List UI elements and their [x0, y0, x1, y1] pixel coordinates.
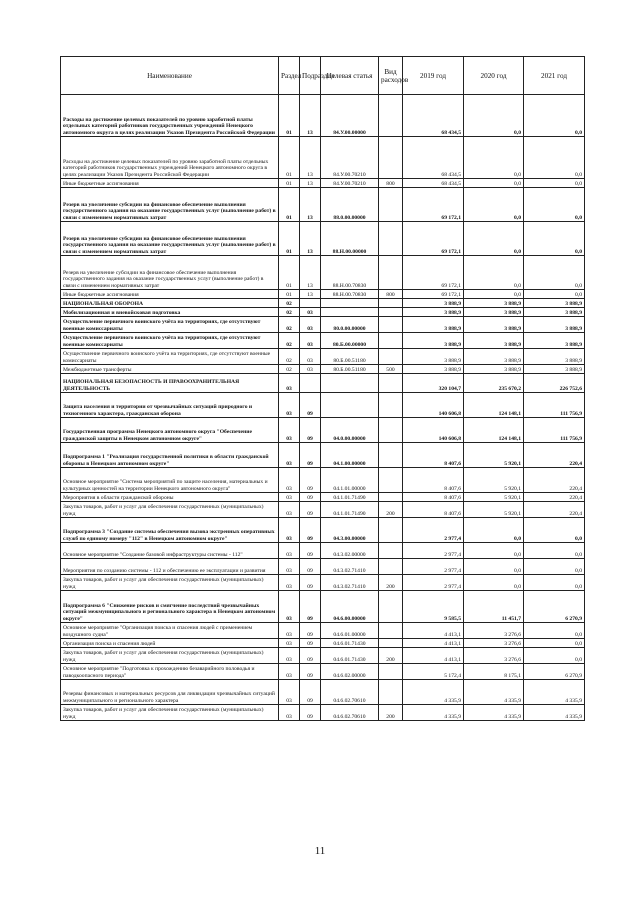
header-subsection: Подраздел [300, 57, 321, 95]
row-2020: 124 148,1 [464, 418, 524, 443]
row-name: Иные бюджетные ассигнования [61, 290, 279, 299]
row-2019: 8 407,6 [403, 443, 464, 468]
table-row [61, 333, 585, 349]
row-section: 03 [279, 468, 300, 493]
table-row [61, 680, 585, 705]
row-2020: 3 888,9 [464, 333, 524, 349]
row-subsection: 13 [300, 137, 321, 179]
row-2021: 0,0 [524, 518, 585, 543]
row-target: 04.6.01.00000 [321, 623, 379, 639]
row-name: Организация поиска и спасения людей [61, 639, 279, 648]
table-row [61, 290, 585, 299]
row-2021: 0,0 [524, 543, 585, 559]
row-2021: 226 752,6 [524, 374, 585, 393]
row-target: 80.Б.00.00000 [321, 333, 379, 349]
row-2020: 0,0 [464, 179, 524, 188]
row-section: 02 [279, 308, 300, 317]
row-target: 04.3.00.00000 [321, 518, 379, 543]
row-expense [379, 256, 403, 290]
table-row [61, 502, 585, 518]
row-2020: 0,0 [464, 543, 524, 559]
row-subsection: 03 [300, 333, 321, 349]
row-subsection: 09 [300, 518, 321, 543]
row-expense [379, 95, 403, 137]
row-subsection: 09 [300, 623, 321, 639]
table-row [61, 575, 585, 591]
row-name: Закупка товаров, работ и услуг для обеспечения государственных (муниципальных) нужд [61, 648, 279, 664]
row-name: Основное мероприятие "Система мероприятий по защите населения, материальных и культурных ценностей на территории Ненецкого автономного округа" [61, 468, 279, 493]
row-section: 03 [279, 393, 300, 418]
header-2020: 2020 год [464, 57, 524, 95]
row-expense [379, 518, 403, 543]
row-section: 03 [279, 518, 300, 543]
row-2019: 3 888,9 [403, 299, 464, 308]
row-target: 04.3.02.71410 [321, 559, 379, 575]
row-2021: 0,0 [524, 95, 585, 137]
row-2019: 320 104,7 [403, 374, 464, 393]
row-2019: 4 413,1 [403, 639, 464, 648]
row-2021: 0,0 [524, 575, 585, 591]
table-row [61, 443, 585, 468]
row-name: Закупка товаров, работ и услуг для обеспечения государственных (муниципальных) нужд [61, 575, 279, 591]
row-target: 04.0.00.00000 [321, 418, 379, 443]
table-row [61, 648, 585, 664]
row-2020: 11 451,7 [464, 591, 524, 623]
row-section: 01 [279, 95, 300, 137]
row-name: Межбюджетные трансферты [61, 365, 279, 374]
row-2021: 111 756,9 [524, 393, 585, 418]
row-section: 03 [279, 502, 300, 518]
row-2020: 124 148,1 [464, 393, 524, 418]
row-2021: 0,0 [524, 188, 585, 222]
row-2020: 3 888,9 [464, 308, 524, 317]
row-2019: 3 888,9 [403, 317, 464, 333]
row-2020: 3 276,6 [464, 648, 524, 664]
page-number: 11 [314, 845, 326, 857]
header-row [61, 57, 585, 95]
row-2020: 3 276,6 [464, 639, 524, 648]
row-2019: 3 888,9 [403, 308, 464, 317]
row-2021: 220,4 [524, 468, 585, 493]
row-2020: 5 920,1 [464, 493, 524, 502]
row-expense [379, 664, 403, 680]
row-section: 03 [279, 623, 300, 639]
row-2019: 69 172,1 [403, 188, 464, 222]
row-2020: 3 888,9 [464, 299, 524, 308]
row-expense [379, 308, 403, 317]
row-target [321, 308, 379, 317]
row-subsection: 13 [300, 222, 321, 256]
row-subsection: 09 [300, 664, 321, 680]
row-2019: 4 335,9 [403, 680, 464, 705]
row-name: Иные бюджетные ассигнования [61, 179, 279, 188]
row-2021: 220,4 [524, 493, 585, 502]
row-subsection: 09 [300, 393, 321, 418]
table-row [61, 559, 585, 575]
row-2019: 2 977,4 [403, 543, 464, 559]
row-2021: 220,4 [524, 443, 585, 468]
row-2021: 3 888,9 [524, 317, 585, 333]
table-row [61, 623, 585, 639]
row-section: 03 [279, 374, 300, 393]
row-section: 01 [279, 256, 300, 290]
header-section: Раздел [279, 57, 300, 95]
row-target: 88.Н.00.00000 [321, 222, 379, 256]
row-2019: 3 888,9 [403, 365, 464, 374]
table-row [61, 317, 585, 333]
row-2021: 0,0 [524, 639, 585, 648]
row-expense [379, 493, 403, 502]
row-target: 80.0.00.00000 [321, 317, 379, 333]
row-target: 04.6.02.70610 [321, 705, 379, 721]
row-section: 01 [279, 222, 300, 256]
table-row [61, 591, 585, 623]
row-2019: 4 413,1 [403, 623, 464, 639]
table-row [61, 664, 585, 680]
row-2021: 0,0 [524, 222, 585, 256]
table-row [61, 256, 585, 290]
row-subsection: 09 [300, 543, 321, 559]
row-name: Мобилизационная и вневойсковая подготовка [61, 308, 279, 317]
row-2020: 5 920,1 [464, 443, 524, 468]
table-row [61, 543, 585, 559]
row-section: 03 [279, 591, 300, 623]
row-2020: 0,0 [464, 95, 524, 137]
row-subsection: 13 [300, 256, 321, 290]
row-section: 03 [279, 443, 300, 468]
row-2021: 3 888,9 [524, 299, 585, 308]
budget-document [60, 56, 584, 721]
row-2019: 69 172,1 [403, 222, 464, 256]
table-row [61, 639, 585, 648]
row-2020: 8 175,1 [464, 664, 524, 680]
row-2020: 0,0 [464, 290, 524, 299]
row-subsection: 09 [300, 493, 321, 502]
row-target: 88.Н.00.70830 [321, 290, 379, 299]
row-expense [379, 333, 403, 349]
row-2021: 0,0 [524, 290, 585, 299]
row-2021: 3 888,9 [524, 308, 585, 317]
row-section: 03 [279, 705, 300, 721]
row-2019: 140 606,8 [403, 418, 464, 443]
row-target: 04.6.00.00000 [321, 591, 379, 623]
row-section: 03 [279, 543, 300, 559]
row-expense [379, 639, 403, 648]
row-section: 03 [279, 575, 300, 591]
table-row [61, 222, 585, 256]
row-2020: 5 920,1 [464, 502, 524, 518]
row-subsection: 09 [300, 502, 321, 518]
row-section: 02 [279, 349, 300, 365]
row-2019: 68 434,5 [403, 179, 464, 188]
row-target [321, 299, 379, 308]
header-expense: Вид расходов [379, 57, 403, 95]
row-section: 01 [279, 137, 300, 179]
row-name: Закупка товаров, работ и услуг для обеспечения государственных (муниципальных) нужд [61, 502, 279, 518]
row-2019: 8 407,6 [403, 502, 464, 518]
row-subsection [300, 374, 321, 393]
table-row [61, 365, 585, 374]
row-2021: 6 270,9 [524, 591, 585, 623]
row-expense [379, 393, 403, 418]
row-section: 02 [279, 317, 300, 333]
row-name: Государственная программа Ненецкого автономного округа "Обеспечение гражданской защиты в Ненецком автономном округе" [61, 418, 279, 443]
row-expense [379, 418, 403, 443]
row-2020: 235 670,2 [464, 374, 524, 393]
row-expense: 200 [379, 575, 403, 591]
row-name: Защита населения и территории от чрезвычайных ситуаций природного и техногенного характера, гражданская оборона [61, 393, 279, 418]
header-2021: 2021 год [524, 57, 585, 95]
row-2019: 2 977,4 [403, 559, 464, 575]
row-name: Резерв на увеличение субсидии на финансовое обеспечение выполнения государственного задания на оказание государственных услуг (выполнение работ) в связи с изменением нормативных затрат [61, 222, 279, 256]
row-2019: 69 172,1 [403, 256, 464, 290]
table-row [61, 188, 585, 222]
row-subsection: 13 [300, 95, 321, 137]
header-target: Целевая статья [321, 57, 379, 95]
row-subsection: 09 [300, 468, 321, 493]
row-target: 84.У.00.70210 [321, 137, 379, 179]
row-name: Основное мероприятие "Организация поиска и спасения людей с применением воздушного судна" [61, 623, 279, 639]
budget-table [60, 56, 585, 721]
row-2020: 3 276,6 [464, 623, 524, 639]
row-expense [379, 623, 403, 639]
row-subsection: 09 [300, 418, 321, 443]
row-target [321, 374, 379, 393]
row-2019: 4 413,1 [403, 648, 464, 664]
row-name: Осуществление первичного воинского учёта на территориях, где отсутствуют военные комиссариаты [61, 349, 279, 365]
table-row [61, 179, 585, 188]
row-target [321, 393, 379, 418]
row-subsection: 03 [300, 365, 321, 374]
row-2019: 2 977,4 [403, 518, 464, 543]
row-expense [379, 188, 403, 222]
row-2021: 0,0 [524, 623, 585, 639]
row-name: НАЦИОНАЛЬНАЯ ОБОРОНА [61, 299, 279, 308]
row-2021: 3 888,9 [524, 349, 585, 365]
row-2020: 4 335,9 [464, 705, 524, 721]
table-row [61, 418, 585, 443]
row-subsection: 03 [300, 308, 321, 317]
row-section: 02 [279, 299, 300, 308]
row-2019: 2 977,4 [403, 575, 464, 591]
row-expense [379, 468, 403, 493]
row-2020: 0,0 [464, 256, 524, 290]
row-section: 03 [279, 639, 300, 648]
row-subsection: 09 [300, 575, 321, 591]
row-target: 04.3.02.71410 [321, 575, 379, 591]
row-name: Расходы на достижение целевых показателей по уровню заработной платы отдельных категорий работников государственных учреждений Ненецкого автономного округа в целях реализации Указов Президента Российской Федерации [61, 95, 279, 137]
row-2020: 4 335,9 [464, 680, 524, 705]
row-2019: 3 888,9 [403, 349, 464, 365]
row-2020: 5 920,1 [464, 468, 524, 493]
row-expense [379, 317, 403, 333]
row-target: 04.6.02.00000 [321, 664, 379, 680]
row-expense: 200 [379, 502, 403, 518]
row-2020: 0,0 [464, 559, 524, 575]
row-2019: 69 172,1 [403, 290, 464, 299]
row-target: 04.1.01.00000 [321, 468, 379, 493]
row-expense [379, 680, 403, 705]
row-subsection [300, 299, 321, 308]
row-name: Подпрограмма 6 "Снижение рисков и смягчение последствий чрезвычайных ситуаций межмуниципального и регионального характера в Ненецком автономном округе" [61, 591, 279, 623]
row-2021: 4 335,9 [524, 680, 585, 705]
row-name: Подпрограмма 1 "Реализация государственной политики в области гражданской обороны в Ненецком автономном округе" [61, 443, 279, 468]
row-name: Основное мероприятие "Создание базовой инфраструктуры системы - 112" [61, 543, 279, 559]
row-2020: 3 888,9 [464, 317, 524, 333]
row-2021: 3 888,9 [524, 365, 585, 374]
row-name: Мероприятия в области гражданской обороны [61, 493, 279, 502]
row-name: Резерв на увеличение субсидии на финансовое обеспечение выполнения государственного задания на оказание государственных услуг (выполнение работ) в связи с изменением нормативных затрат [61, 188, 279, 222]
row-target: 04.1.00.00000 [321, 443, 379, 468]
row-section: 03 [279, 680, 300, 705]
row-target: 84.У.00.00000 [321, 95, 379, 137]
row-expense [379, 591, 403, 623]
row-target: 04.3.02.00000 [321, 543, 379, 559]
row-section: 03 [279, 493, 300, 502]
row-section: 03 [279, 559, 300, 575]
row-name: Основное мероприятие "Подготовка к прохождению безаварийного половодья и паводкоопасного периода" [61, 664, 279, 680]
row-section: 03 [279, 664, 300, 680]
row-target: 04.6.02.70610 [321, 680, 379, 705]
header-name: Наименование [61, 57, 279, 95]
row-subsection: 09 [300, 680, 321, 705]
table-row [61, 95, 585, 137]
row-2021: 111 756,9 [524, 418, 585, 443]
row-2019: 9 585,5 [403, 591, 464, 623]
row-name: Расходы на достижение целевых показателей по уровню заработной платы отдельных категорий работников государственных учреждений Ненецкого автономного округа в целях реализации Указов Президента Российской Федерации [61, 137, 279, 179]
row-name: Резерв на увеличение субсидии на финансовое обеспечение выполнения государственного задания на оказание государственных услуг (выполнение работ) в связи с изменением нормативных затрат [61, 256, 279, 290]
row-section: 01 [279, 179, 300, 188]
row-name: Закупка товаров, работ и услуг для обеспечения государственных (муниципальных) нужд [61, 705, 279, 721]
row-2021: 0,0 [524, 137, 585, 179]
row-2020: 0,0 [464, 222, 524, 256]
row-2020: 0,0 [464, 137, 524, 179]
table-row [61, 705, 585, 721]
row-subsection: 09 [300, 559, 321, 575]
row-subsection: 13 [300, 179, 321, 188]
row-name: Мероприятия по созданию системы - 112 и обеспечению ее эксплуатации и развития [61, 559, 279, 575]
row-2020: 3 888,9 [464, 349, 524, 365]
row-2019: 8 407,6 [403, 493, 464, 502]
row-subsection: 09 [300, 443, 321, 468]
row-name: Осуществление первичного воинского учёта на территориях, где отсутствуют военные комиссариаты [61, 333, 279, 349]
row-expense: 800 [379, 290, 403, 299]
row-2021: 0,0 [524, 179, 585, 188]
row-section: 02 [279, 365, 300, 374]
row-target: 80.Б.00.51180 [321, 349, 379, 365]
row-target: 04.6.01.71430 [321, 639, 379, 648]
row-2019: 68 434,5 [403, 95, 464, 137]
table-row [61, 374, 585, 393]
row-name: Резервы финансовых и материальных ресурсов для ликвидации чрезвычайных ситуаций межмуниципального и регионального характера [61, 680, 279, 705]
row-subsection: 03 [300, 349, 321, 365]
row-expense [379, 543, 403, 559]
row-subsection: 13 [300, 188, 321, 222]
row-2021: 0,0 [524, 559, 585, 575]
row-subsection: 09 [300, 639, 321, 648]
row-2019: 5 172,4 [403, 664, 464, 680]
row-2020: 0,0 [464, 188, 524, 222]
row-expense [379, 222, 403, 256]
row-section: 02 [279, 333, 300, 349]
row-2021: 3 888,9 [524, 333, 585, 349]
row-target: 84.У.00.70210 [321, 179, 379, 188]
table-row [61, 468, 585, 493]
row-expense: 800 [379, 179, 403, 188]
row-2019: 4 335,9 [403, 705, 464, 721]
row-2021: 0,0 [524, 256, 585, 290]
row-subsection: 09 [300, 648, 321, 664]
row-expense: 500 [379, 365, 403, 374]
table-row [61, 308, 585, 317]
row-2019: 140 606,8 [403, 393, 464, 418]
row-target: 88.Н.00.70830 [321, 256, 379, 290]
row-subsection: 03 [300, 317, 321, 333]
table-row [61, 299, 585, 308]
row-target: 04.1.01.71490 [321, 502, 379, 518]
row-2020: 0,0 [464, 518, 524, 543]
row-subsection: 09 [300, 591, 321, 623]
row-expense: 200 [379, 705, 403, 721]
row-expense [379, 559, 403, 575]
table-row [61, 518, 585, 543]
row-2021: 220,4 [524, 502, 585, 518]
row-2020: 3 888,9 [464, 365, 524, 374]
row-target: 04.1.01.71490 [321, 493, 379, 502]
header-2019: 2019 год [403, 57, 464, 95]
row-subsection: 13 [300, 290, 321, 299]
row-2019: 3 888,9 [403, 333, 464, 349]
row-name: Подпрограмма 3 "Создание системы обеспечения вызова экстренных оперативных служб по единому номеру "112" в Ненецком автономном округе" [61, 518, 279, 543]
row-subsection: 09 [300, 705, 321, 721]
row-expense: 200 [379, 648, 403, 664]
row-expense [379, 374, 403, 393]
row-section: 03 [279, 418, 300, 443]
row-target: 80.Б.00.51180 [321, 365, 379, 374]
row-target: 88.0.00.00000 [321, 188, 379, 222]
row-expense [379, 137, 403, 179]
row-name: Осуществление первичного воинского учёта на территориях, где отсутствуют военные комиссариаты [61, 317, 279, 333]
row-target: 04.6.01.71430 [321, 648, 379, 664]
row-2019: 68 434,5 [403, 137, 464, 179]
row-section: 01 [279, 188, 300, 222]
row-2021: 6 270,9 [524, 664, 585, 680]
row-2019: 8 407,6 [403, 468, 464, 493]
row-name: НАЦИОНАЛЬНАЯ БЕЗОПАСНОСТЬ И ПРАВООХРАНИТЕЛЬНАЯ ДЕЯТЕЛЬНОСТЬ [61, 374, 279, 393]
row-expense [379, 443, 403, 468]
row-section: 03 [279, 648, 300, 664]
row-expense [379, 349, 403, 365]
table-row [61, 393, 585, 418]
row-2021: 4 335,9 [524, 705, 585, 721]
row-2020: 0,0 [464, 575, 524, 591]
row-section: 01 [279, 290, 300, 299]
table-row [61, 137, 585, 179]
table-row [61, 349, 585, 365]
row-2021: 0,0 [524, 648, 585, 664]
table-row [61, 493, 585, 502]
row-expense [379, 299, 403, 308]
